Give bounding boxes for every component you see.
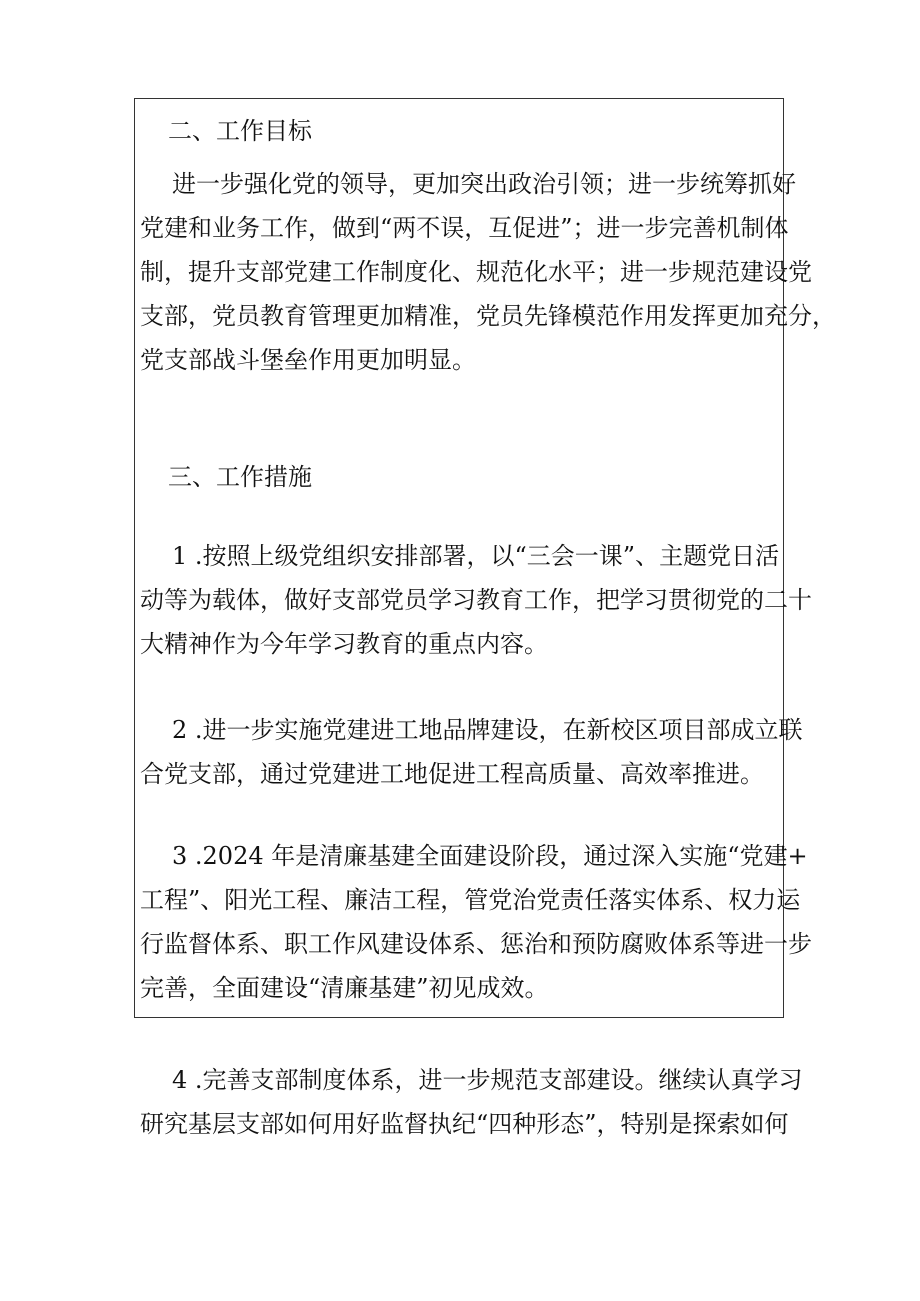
paragraph-line: 研究基层支部如何用好监督执纪“四种形态”，特别是探索如何 [140, 1110, 789, 1138]
paragraph-line: 支部，党员教育管理更加精准，党员先锋模范作用发挥更加充分， [140, 302, 836, 330]
section-heading-goals: 二、工作目标 [168, 117, 312, 145]
paragraph-line: 进一步强化党的领导，更加突出政治引领；进一步统筹抓好 [172, 170, 796, 198]
measure-item-4 [140, 1058, 803, 1146]
paragraph-line: 党建和业务工作，做到“两不误，互促进”；进一步完善机制体 [140, 214, 789, 242]
paragraph-goals [140, 162, 836, 382]
paragraph-line: 大精神作为今年学习教育的重点内容。 [140, 630, 548, 658]
paragraph-line: 党支部战斗堡垒作用更加明显。 [140, 346, 476, 374]
paragraph-line: 工程”、阳光工程、廉洁工程，管党治党责任落实体系、权力运 [140, 886, 801, 914]
paragraph-line: 1 .按照上级党组织安排部署，以“三会一课”、主题党日活 [172, 542, 780, 570]
paragraph-line: 完善，全面建设“清廉基建”初见成效。 [140, 974, 549, 1002]
paragraph-line: 2 .进一步实施党建进工地品牌建设，在新校区项目部成立联 [172, 716, 803, 744]
measure-item-1 [140, 534, 812, 666]
paragraph-line: 制，提升支部党建工作制度化、规范化水平；进一步规范建设党 [140, 258, 812, 286]
paragraph-line: 3 .2024 年是清廉基建全面建设阶段，通过深入实施“党建+ [172, 842, 808, 870]
measure-item-3 [140, 834, 812, 1010]
paragraph-line: 动等为载体，做好支部党员学习教育工作，把学习贯彻党的二十 [140, 586, 812, 614]
paragraph-line: 合党支部，通过党建进工地促进工程高质量、高效率推进。 [140, 760, 764, 788]
paragraph-line: 4 .完善支部制度体系，进一步规范支部建设。继续认真学习 [172, 1066, 803, 1094]
measure-item-2 [140, 708, 803, 796]
section-heading-measures: 三、工作措施 [168, 463, 312, 491]
paragraph-line: 行监督体系、职工作风建设体系、惩治和预防腐败体系等进一步 [140, 930, 812, 958]
